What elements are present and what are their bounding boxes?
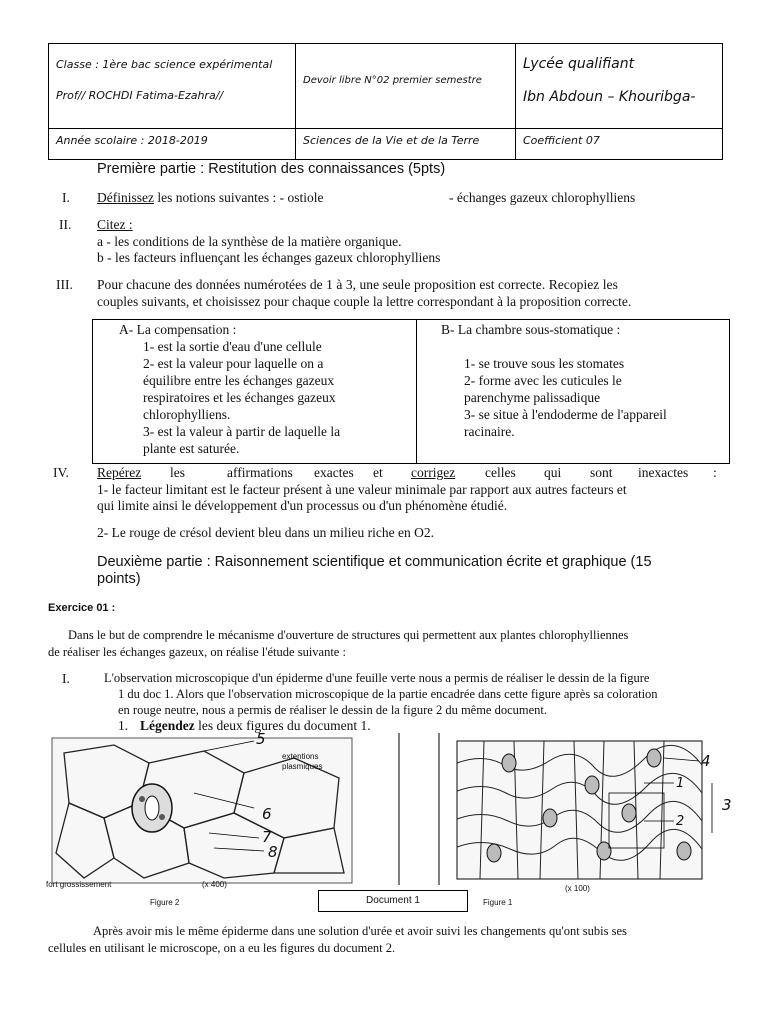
school-year: Année scolaire : 2018-2019 xyxy=(56,134,208,147)
q4-w5: et xyxy=(373,465,383,480)
q4-w3: affirmations xyxy=(227,465,293,480)
document1-label: Document 1 xyxy=(318,890,468,912)
q3-a-item: plante est saturée. xyxy=(143,441,240,456)
part1-title: Première partie : Restitution des connaissances (5pts) xyxy=(97,161,446,177)
fig2-magnification: fort grossissement xyxy=(46,880,112,889)
obs-line2: 1 du doc 1. Alors que l'observation microscopique de la partie encadrée dans cette figure après sa coloration xyxy=(118,687,658,701)
q3-line2: couples suivants, et choisissez pour chaque couple la lettre correspondant à la proposition correcte. xyxy=(97,294,632,309)
q4-s2: 2- Le rouge de crésol devient bleu dans un milieu riche en O2. xyxy=(97,525,435,540)
q1-text xyxy=(97,190,323,206)
fig2-label-5: 5 xyxy=(256,730,266,748)
q2-verb: Citez : xyxy=(97,217,133,232)
after-line1: Après avoir mis le même épiderme dans une solution d'urée et avoir suivi les changements qu'ont subis ses xyxy=(93,924,627,938)
q3-b-title: B- La chambre sous-stomatique : xyxy=(441,322,621,337)
q1-notion: les notions suivantes : - ostiole xyxy=(153,190,324,205)
q3-b-item: 3- se situe à l'endoderme de l'appareil xyxy=(464,407,667,422)
fig2-zoom: (x 400) xyxy=(202,880,227,889)
q4-w11: : xyxy=(713,465,717,480)
fig1-label-2: 2 xyxy=(676,814,685,829)
devoir-title: Devoir libre N°02 premier semestre xyxy=(303,75,482,86)
after-line2: cellules en utilisant le microscope, on a eu les figures du document 2. xyxy=(48,941,396,955)
fig1-label-1: 1 xyxy=(676,776,685,791)
q2-a: a - les conditions de la synthèse de la matière organique. xyxy=(97,234,402,249)
q3-number: III. xyxy=(56,277,73,292)
q3-a-item: équilibre entre les échanges gazeux xyxy=(143,373,335,388)
q4-w10: inexactes xyxy=(638,465,689,480)
document1-figures xyxy=(44,733,734,908)
fig1-label-3: 3 xyxy=(722,796,732,814)
q4-w4: exactes xyxy=(314,465,354,480)
fig2-annotation: extentions xyxy=(282,752,319,761)
fig1-label-4: 4 xyxy=(701,752,711,770)
header-divider xyxy=(49,128,722,129)
q3-a-item: chlorophylliens. xyxy=(143,407,231,422)
q3-b-item: 2- forme avec les cuticules le xyxy=(464,373,622,388)
q4-w2: les xyxy=(170,465,185,480)
q3-a-item: respiratoires et les échanges gazeux xyxy=(143,390,336,405)
table-divider xyxy=(416,320,417,463)
q2-b: b - les facteurs influençant les échanges gazeux chlorophylliens xyxy=(97,250,441,265)
q4-s1b: qui limite ainsi le développement d'un processus ou d'un phénomène étudié. xyxy=(97,498,508,513)
q3-a-item: 2- est la valeur pour laquelle on a xyxy=(143,356,324,371)
task-number: 1. xyxy=(118,718,129,733)
q4-number: IV. xyxy=(53,465,69,480)
task-body: les deux figures du document 1. xyxy=(194,718,371,733)
q4-w6: corrigez xyxy=(411,465,456,480)
part2-title: Deuxième partie : Raisonnement scientifique et communication écrite et graphique (15 xyxy=(97,554,652,570)
obs-number: I. xyxy=(62,671,70,686)
fig2-label-7: 7 xyxy=(262,828,272,846)
q3-b-item: parenchyme palissadique xyxy=(464,390,601,405)
q4-w7: celles xyxy=(485,465,516,480)
part2-title-cont: points) xyxy=(97,571,141,587)
fig2-label-8: 8 xyxy=(268,843,278,861)
class-label: Classe : 1ère bac science expérimental xyxy=(56,58,273,71)
obs-line1: L'observation microscopique d'un épiderme d'une feuille verte nous a permis de réaliser le dessin de la figure xyxy=(104,671,650,685)
intro-line1: Dans le but de comprendre le mécanisme d'ouverture de structures qui permettent aux plantes chlorophylliennes xyxy=(68,628,629,642)
q3-b-item: 1- se trouve sous les stomates xyxy=(464,356,625,371)
q4-s1a: 1- le facteur limitant est le facteur présent à une valeur minimale par rapport aux autres facteurs et xyxy=(97,482,627,497)
prof-name: Prof// ROCHDI Fatima-Ezahra// xyxy=(56,89,224,102)
q3-a-title: A- La compensation : xyxy=(119,322,237,337)
stoma-fig2 xyxy=(132,784,172,832)
intro-line2: de réaliser les échanges gazeux, on réalise l'étude suivante : xyxy=(48,645,346,659)
exercise-title: Exercice 01 : xyxy=(48,602,116,614)
lycee-city: Ibn Abdoun – Khouribga- xyxy=(523,89,696,105)
q2-number: II. xyxy=(59,217,72,232)
fig1-zoom: (x 100) xyxy=(565,884,590,893)
header-table xyxy=(48,43,723,160)
obs-line3: en rouge neutre, nous a permis de réaliser le dessin de la figure 2 du même document. xyxy=(118,703,548,717)
q1-notion2: - échanges gazeux chlorophylliens xyxy=(449,190,636,205)
subject: Sciences de la Vie et de la Terre xyxy=(303,134,480,147)
q3-a-item: 3- est la valeur à partir de laquelle la xyxy=(143,424,341,439)
fig2-annotation: plasmiques xyxy=(282,762,323,771)
lycee-name: Lycée qualifiant xyxy=(523,56,635,72)
q4-w9: sont xyxy=(590,465,613,480)
task-verb: Légendez xyxy=(140,718,195,733)
q3-a-item: 1- est la sortie d'eau d'une cellule xyxy=(143,339,322,354)
fig1-caption: Figure 1 xyxy=(483,898,513,907)
header-divider xyxy=(295,44,296,159)
coefficient: Coefficient 07 xyxy=(523,134,600,147)
q3-line1: Pour chacune des données numérotées de 1 à 3, une seule proposition est correcte. Recopiez les xyxy=(97,277,618,292)
fig2-caption: Figure 2 xyxy=(150,898,180,907)
header-divider xyxy=(515,44,516,159)
q4-w1: Repérez xyxy=(97,465,142,480)
q1-verb: Définissez xyxy=(97,190,154,205)
fig2-label-6: 6 xyxy=(262,805,272,823)
q3-table xyxy=(92,319,730,464)
q4-w8: qui xyxy=(544,465,562,480)
q3-b-item: racinaire. xyxy=(464,424,515,439)
q1-number: I. xyxy=(62,190,70,205)
